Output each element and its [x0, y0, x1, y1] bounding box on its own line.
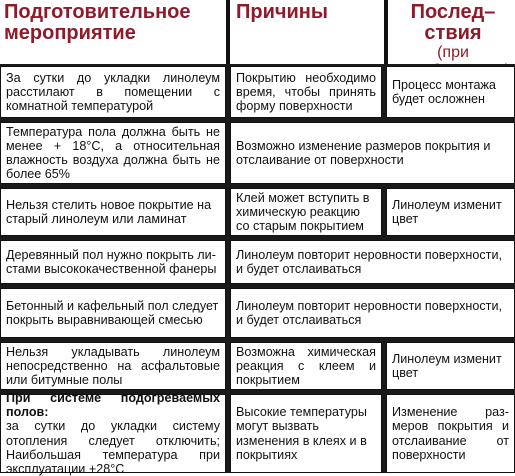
table-row-consequence: Линолеум изменит цвет [386, 342, 515, 390]
header-divider [226, 0, 230, 64]
table-row-reason-consequence: Возможно изменение размеров покрытия и отслаивание от поверхности [230, 122, 515, 184]
table-row-measure: Деревянный пол нужно покрыть листами высококачественной фанеры [0, 240, 226, 284]
heated-floor-text: за сутки до укладки систему отопления следует отключить; Наибольшая температура при эксплуатации +28°C [6, 419, 220, 476]
table-row-consequence: Процесс монтажа будет осложнен [386, 66, 515, 118]
table-row-measure: Температура пола должна быть не менее + 18°C, а относительная влажность воздуха должна быть не более 65% [0, 122, 226, 184]
header-consequence-label: Послед– ствия [410, 1, 496, 44]
header-reason-label: Причины [236, 1, 328, 23]
table-row-reason: Покрытию необходимо время, чтобы принять форму поверхности [230, 66, 382, 118]
header-reason [236, 2, 376, 23]
header-consequence-note: (при [437, 44, 469, 61]
table-row-measure: Нельзя укладывать линолеум непосредственно на асфальтовые или битумные полы [0, 342, 226, 390]
header-measure [4, 2, 224, 44]
table-row-consequence: Изменение размеров покрытия и отслаивание от поверхности [386, 394, 515, 473]
table-row-measure: За сутки до укладки линолеум расстилают в помещении с комнатной температурой [0, 66, 226, 118]
table-row-measure [0, 390, 226, 476]
heated-floor-heading: При системе подогреваемых полов: [6, 390, 220, 420]
table-header [0, 0, 515, 64]
table-row-reason-consequence: Линолеум повторит неровности поверхности, и будет отслаиваться [230, 240, 515, 284]
header-divider [384, 0, 388, 64]
table-row-reason: Клей может вступить в химическую реакцию со старым покрытием [230, 188, 382, 236]
table-row-consequence: Линолеум изменит цвет [386, 188, 515, 236]
header-measure-label: Подготовительное мероприятие [4, 1, 191, 44]
table-row-reason: Возможна химическая реакция с клеем и покрытием [230, 342, 382, 390]
table-row-reason-consequence: Линолеум повторит неровности поверхности, и будет отслаиваться [230, 288, 515, 338]
table-row-reason: Высокие температуры могут вызвать изменения в клеях и в покрытиях [230, 394, 382, 473]
table-row-measure: Нельзя стелить новое покрытие на старый линолеум или ламинат [0, 188, 226, 236]
table-row-measure: Бетонный и кафельный пол следует покрыть выравнивающей смесью [0, 288, 226, 338]
